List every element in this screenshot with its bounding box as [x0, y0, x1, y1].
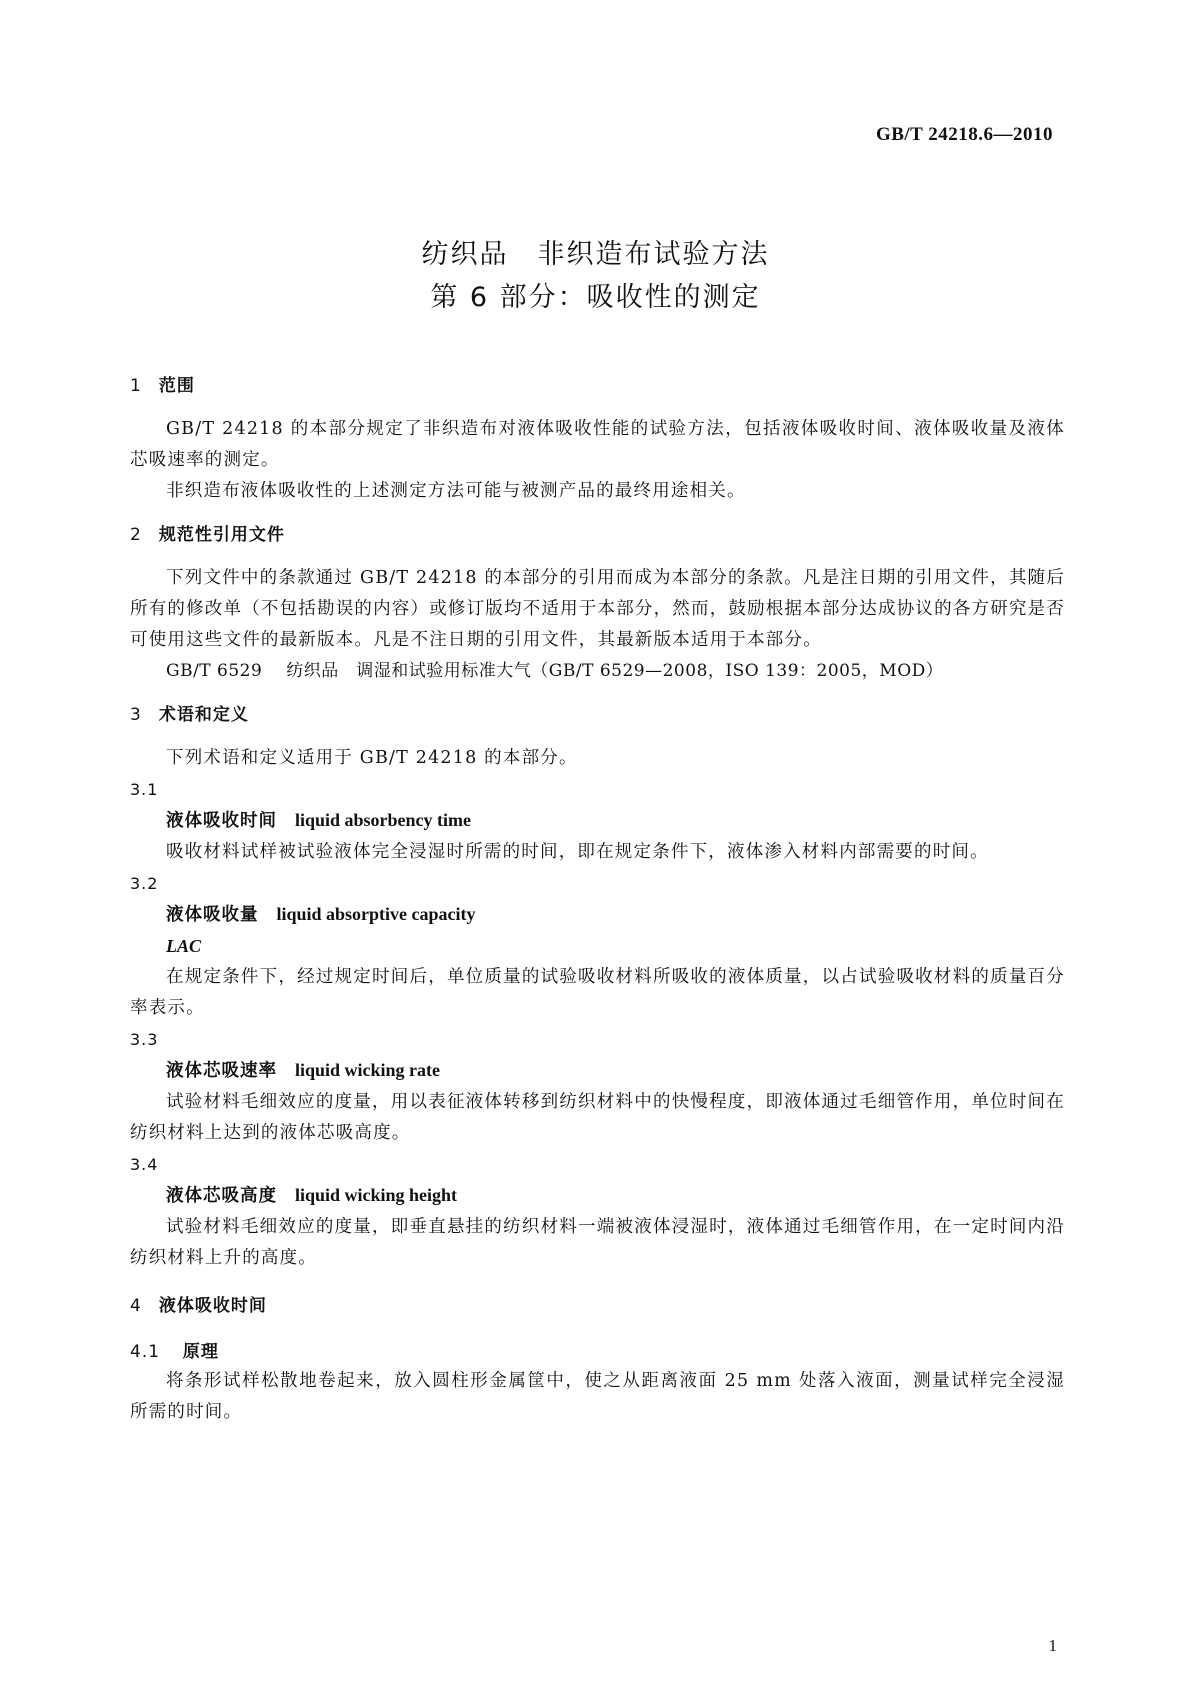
section-heading-normative-references	[130, 521, 1065, 549]
section-number: 1	[130, 376, 142, 396]
document-title-line1: 纺织品 非织造布试验方法	[421, 239, 770, 270]
reference-entry	[130, 656, 1065, 687]
term-entry	[130, 899, 1065, 931]
section-number: 2	[130, 525, 142, 545]
section-title: 规范性引用文件	[158, 525, 285, 545]
standard-code: GB/T 24218.6—2010	[875, 124, 1053, 145]
section-heading-terms	[130, 701, 1065, 729]
term-english: liquid absorbency time	[295, 810, 472, 830]
term-number: 3.4	[130, 1155, 159, 1174]
document-title-line2: 第 6 部分：吸收性的测定	[430, 282, 761, 313]
section-number: 4	[130, 1296, 142, 1316]
section-title: 范围	[158, 376, 195, 396]
section-title: 术语和定义	[158, 705, 249, 725]
subsection-title: 原理	[182, 1342, 219, 1362]
term-definition: 试验材料毛细效应的度量，即垂直悬挂的纺织材料一端被液体浸湿时，液体通过毛细管作用，在一定时间内沿纺织材料上升的高度。	[130, 1217, 1065, 1268]
subsection-heading-principle	[130, 1338, 1065, 1366]
term-definition: 试验材料毛细效应的度量，用以表征液体转移到纺织材料中的快慢程度，即液体通过毛细管作用，单位时间在纺织材料上达到的液体芯吸高度。	[130, 1092, 1065, 1143]
term-chinese: 液体芯吸速率	[166, 1061, 277, 1081]
paragraph: 下列文件中的条款通过 GB/T 24218 的本部分的引用而成为本部分的条款。凡是注日期的引用文件，其随后所有的修改单（不包括勘误的内容）或修订版均不适用于本部分，然而，鼓励根据本部分达成协议的各方研究是否可使用这些文件的最新版本。凡是不注日期的引用文件，其最新版本适用于本部分。	[130, 568, 1065, 650]
term-english: liquid wicking rate	[295, 1060, 441, 1080]
paragraph: GB/T 24218 的本部分规定了非织造布对液体吸收性能的试验方法，包括液体吸收时间、液体吸收量及液体芯吸速率的测定。	[130, 419, 1065, 470]
term-chinese: 液体芯吸高度	[166, 1186, 277, 1206]
term-entry	[130, 1055, 1065, 1087]
paragraph: 非织造布液体吸收性的上述测定方法可能与被测产品的最终用途相关。	[166, 481, 746, 501]
term-number: 3.1	[130, 780, 159, 799]
paragraph: 下列术语和定义适用于 GB/T 24218 的本部分。	[166, 748, 578, 768]
reference-code: GB/T 6529	[166, 661, 263, 681]
term-chinese: 液体吸收时间	[166, 811, 277, 831]
term-entry	[130, 1180, 1065, 1212]
section-number: 3	[130, 705, 142, 725]
page-number: 1	[1048, 1636, 1057, 1655]
section-heading-absorbency-time	[130, 1292, 1065, 1320]
term-abbreviation: LAC	[166, 936, 202, 956]
term-number: 3.2	[130, 874, 159, 893]
paragraph: 将条形试样松散地卷起来，放入圆柱形金属筐中，使之从距离液面 25 mm 处落入液面，测量试样完全浸湿所需的时间。	[130, 1371, 1065, 1422]
document-body	[130, 372, 1065, 1428]
term-english: liquid wicking height	[295, 1185, 458, 1205]
term-english: liquid absorptive capacity	[276, 904, 476, 924]
reference-title: 纺织品 调湿和试验用标准大气（GB/T 6529—2008，ISO 139：2005，MOD）	[286, 661, 944, 681]
subsection-number: 4.1	[130, 1342, 161, 1362]
term-entry	[130, 805, 1065, 837]
term-number: 3.3	[130, 1030, 159, 1049]
term-chinese: 液体吸收量	[166, 905, 259, 925]
section-title: 液体吸收时间	[158, 1296, 267, 1316]
section-heading-scope	[130, 372, 1065, 400]
term-definition: 吸收材料试样被试验液体完全浸湿时所需的时间，即在规定条件下，液体渗入材料内部需要的时间。	[166, 842, 989, 862]
term-definition: 在规定条件下，经过规定时间后，单位质量的试验吸收材料所吸收的液体质量，以占试验吸收材料的质量百分率表示。	[130, 967, 1065, 1018]
